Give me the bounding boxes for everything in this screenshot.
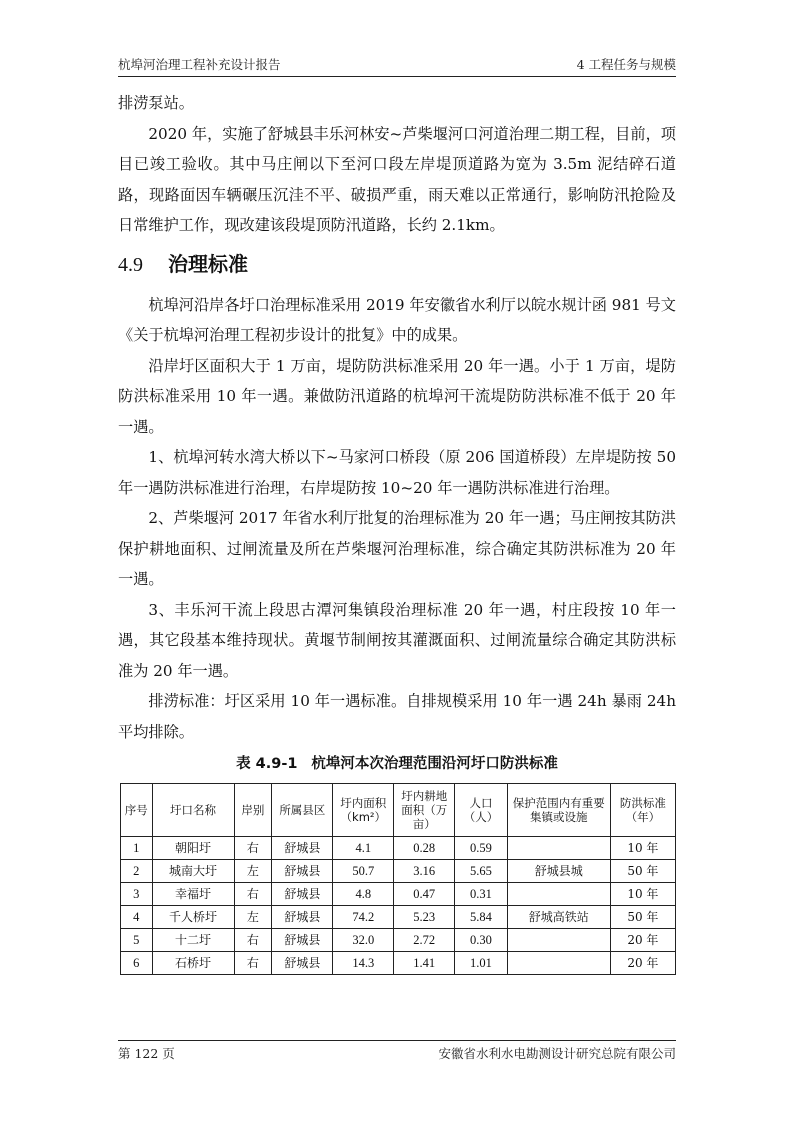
cell-facilities: 舒城高铁站 [507,906,610,929]
section-number: 4.9 [118,253,143,276]
cell-standard: 10 年 [610,883,675,906]
cell-index: 2 [121,860,153,883]
cell-population: 5.65 [455,860,508,883]
col-header-standard: 防洪标准（年） [610,784,675,837]
cell-facilities [507,837,610,860]
paragraph-2020-project: 2020 年，实施了舒城县丰乐河林安~芦柴堰河口河道治理二期工程，目前，项目已竣工验收。其中马庄闸以下至河口段左岸堤顶道路为宽为 3.5m 泥结碎石道路，现路面因车辆碾压沉洼不平、破损严重，雨天难以正常通行，影响防汛抢险及日常维护工作，现改建该段堤顶防汛道路，长约 2.1km。 [118,124,676,234]
cell-index: 4 [121,906,153,929]
cell-name: 城南大圩 [152,860,234,883]
footer-organization: 安徽省水利水电勘测设计研究总院有限公司 [438,1046,676,1061]
cell-area: 74.2 [333,906,394,929]
cell-farmland: 2.72 [394,929,455,952]
cell-facilities [507,929,610,952]
cell-index: 3 [121,883,153,906]
cell-name: 千人桥圩 [152,906,234,929]
cell-farmland: 1.41 [394,952,455,975]
cell-population: 0.31 [455,883,508,906]
cell-county: 舒城县 [272,952,333,975]
flood-standard-table [120,783,676,975]
table-row [121,860,676,883]
cell-population: 0.30 [455,929,508,952]
paragraph-standard-source: 杭埠河沿岸各圩口治理标准采用 2019 年安徽省水利厅以皖水规计函 981 号文《关于杭埠河治理工程初步设计的批复》中的成果。 [118,295,676,344]
cell-standard: 20 年 [610,929,675,952]
cell-county: 舒城县 [272,883,333,906]
footer-divider [118,1040,676,1041]
table-header-row [121,784,676,837]
cell-bank: 右 [234,952,272,975]
col-header-name: 圩口名称 [152,784,234,837]
table-caption [118,751,676,777]
cell-bank: 右 [234,883,272,906]
section-title: 治理标准 [168,251,248,276]
cell-area: 4.8 [333,883,394,906]
cell-county: 舒城县 [272,837,333,860]
page-header [118,55,676,75]
col-header-index: 序号 [121,784,153,837]
cell-name: 幸福圩 [152,883,234,906]
cell-area: 4.1 [333,837,394,860]
paragraph-area-standard: 沿岸圩区面积大于 1 万亩，堤防防洪标准采用 20 年一遇。小于 1 万亩，堤防防洪标准采用 10 年一遇。兼做防汛道路的杭埠河干流堤防防洪标准不低于 20 年一遇。 [118,356,676,436]
col-header-area: 圩内面积（km²） [333,784,394,837]
cell-farmland: 0.28 [394,837,455,860]
cell-county: 舒城县 [272,929,333,952]
cell-name: 十二圩 [152,929,234,952]
col-header-county: 所属县区 [272,784,333,837]
paragraph-item-3: 3、丰乐河干流上段思古潭河集镇段治理标准 20 年一遇，村庄段按 10 年一遇，其它段基本维持现状。黄堰节制闸按其灌溉面积、过闸流量综合确定其防洪标准为 20 年一遇。 [118,600,676,680]
cell-population: 1.01 [455,952,508,975]
cell-bank: 左 [234,906,272,929]
cell-facilities: 舒城县城 [507,860,610,883]
cell-standard: 20 年 [610,952,675,975]
paragraph-drainage-standard: 排涝标准：圩区采用 10 年一遇标准。自排规模采用 10 年一遇 24h 暴雨 24h 平均排除。 [118,692,676,741]
paragraph-continuation: 排涝泵站。 [118,94,194,112]
cell-standard: 10 年 [610,837,675,860]
header-divider [118,76,676,77]
cell-area: 14.3 [333,952,394,975]
cell-farmland: 3.16 [394,860,455,883]
cell-population: 5.84 [455,906,508,929]
cell-facilities [507,883,610,906]
cell-index: 1 [121,837,153,860]
col-header-population: 人口（人） [455,784,508,837]
table-row [121,883,676,906]
col-header-bank: 岸别 [234,784,272,837]
page-content [118,88,676,975]
table-row [121,906,676,929]
header-chapter-title: 4 工程任务与规模 [576,57,676,72]
cell-bank: 右 [234,929,272,952]
cell-index: 6 [121,952,153,975]
cell-area: 50.7 [333,860,394,883]
table-title: 杭埠河本次治理范围沿河圩口防洪标准 [311,756,558,772]
cell-county: 舒城县 [272,860,333,883]
cell-index: 5 [121,929,153,952]
paragraph-item-2: 2、芦柴堰河 2017 年省水利厅批复的治理标准为 20 年一遇；马庄闸按其防洪保护耕地面积、过闸流量及所在芦柴堰河治理标准，综合确定其防洪标准为 20 年一遇。 [118,509,676,588]
cell-standard: 50 年 [610,906,675,929]
cell-standard: 50 年 [610,860,675,883]
cell-bank: 左 [234,860,272,883]
cell-facilities [507,952,610,975]
cell-name: 朝阳圩 [152,837,234,860]
page-number: 第 122 页 [118,1046,175,1061]
table-row [121,837,676,860]
cell-population: 0.59 [455,837,508,860]
table-number: 表 4.9-1 [236,756,298,772]
cell-farmland: 5.23 [394,906,455,929]
table-row [121,929,676,952]
cell-name: 石桥圩 [152,952,234,975]
cell-bank: 右 [234,837,272,860]
col-header-facilities: 保护范围内有重要集镇或设施 [507,784,610,837]
paragraph-item-1: 1、杭埠河转水湾大桥以下~马家河口桥段（原 206 国道桥段）左岸堤防按 50 年一遇防洪标准进行治理，右岸堤防按 10~20 年一遇防洪标准进行治理。 [118,448,676,497]
col-header-farmland: 圩内耕地面积（万亩） [394,784,455,837]
table-row [121,952,676,975]
section-heading [118,249,676,280]
header-report-title: 杭埠河治理工程补充设计报告 [118,57,281,72]
cell-farmland: 0.47 [394,883,455,906]
cell-county: 舒城县 [272,906,333,929]
cell-area: 32.0 [333,929,394,952]
